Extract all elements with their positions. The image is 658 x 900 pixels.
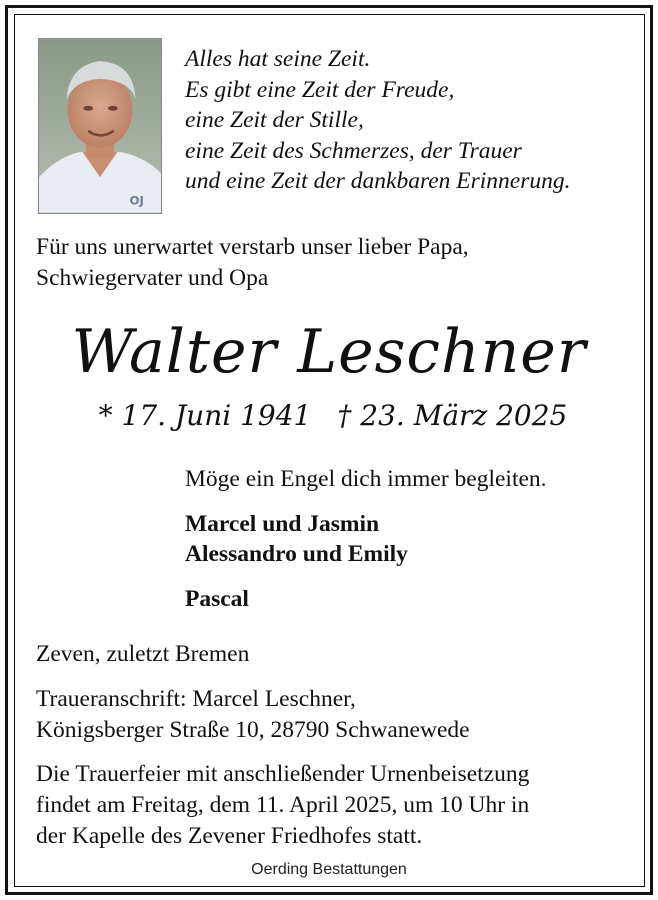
poem xyxy=(185,44,571,197)
service-line: der Kapelle des Zevener Friedhofes statt. xyxy=(36,823,423,849)
mourners-group xyxy=(185,584,249,614)
undertaker-name: Oerding Bestattungen xyxy=(251,861,407,878)
portrait-image xyxy=(39,39,161,213)
service-line: Die Trauerfeier mit anschließender Urnenbeisetzung xyxy=(36,761,530,787)
farewell-wish: Möge ein Engel dich immer begleiten. xyxy=(185,466,547,492)
poem-line: Es gibt eine Zeit der Freude, xyxy=(185,76,455,103)
deceased-name: Walter Leschner xyxy=(71,317,587,387)
birth-date: * 17. Juni 1941 xyxy=(98,399,312,432)
intro-text xyxy=(36,232,469,294)
address-line: Königsberger Straße 10, 28790 Schwanewede xyxy=(36,717,470,743)
intro-line: Schwiegervater und Opa xyxy=(36,265,269,291)
mourner-name: Marcel und Jasmin xyxy=(185,511,380,537)
place-text: Zeven, zuletzt Bremen xyxy=(36,641,250,667)
poem-line: Alles hat seine Zeit. xyxy=(185,46,371,72)
address-line: Traueranschrift: Marcel Leschner, xyxy=(36,686,356,712)
poem-line: eine Zeit der Stille, xyxy=(185,107,364,133)
portrait-photo xyxy=(38,38,162,214)
service-info xyxy=(36,759,529,852)
service-line: findet am Freitag, dem 11. April 2025, um 10 Uhr in xyxy=(36,792,530,818)
poem-line: eine Zeit des Schmerzes, der Trauer xyxy=(185,137,522,164)
mourning-address xyxy=(36,684,470,746)
mourner-name: Pascal xyxy=(185,586,249,612)
death-date: † 23. März 2025 xyxy=(337,399,568,432)
svg-text:OJ: OJ xyxy=(129,193,144,208)
intro-line: Für uns unerwartet verstarb unser lieber Papa, xyxy=(36,234,469,260)
life-dates xyxy=(0,396,658,436)
mourners-group xyxy=(185,509,408,569)
mourner-name: Alessandro und Emily xyxy=(185,541,408,567)
place-line xyxy=(36,639,249,670)
poem-line: und eine Zeit der dankbaren Erinnerung. xyxy=(185,168,571,194)
